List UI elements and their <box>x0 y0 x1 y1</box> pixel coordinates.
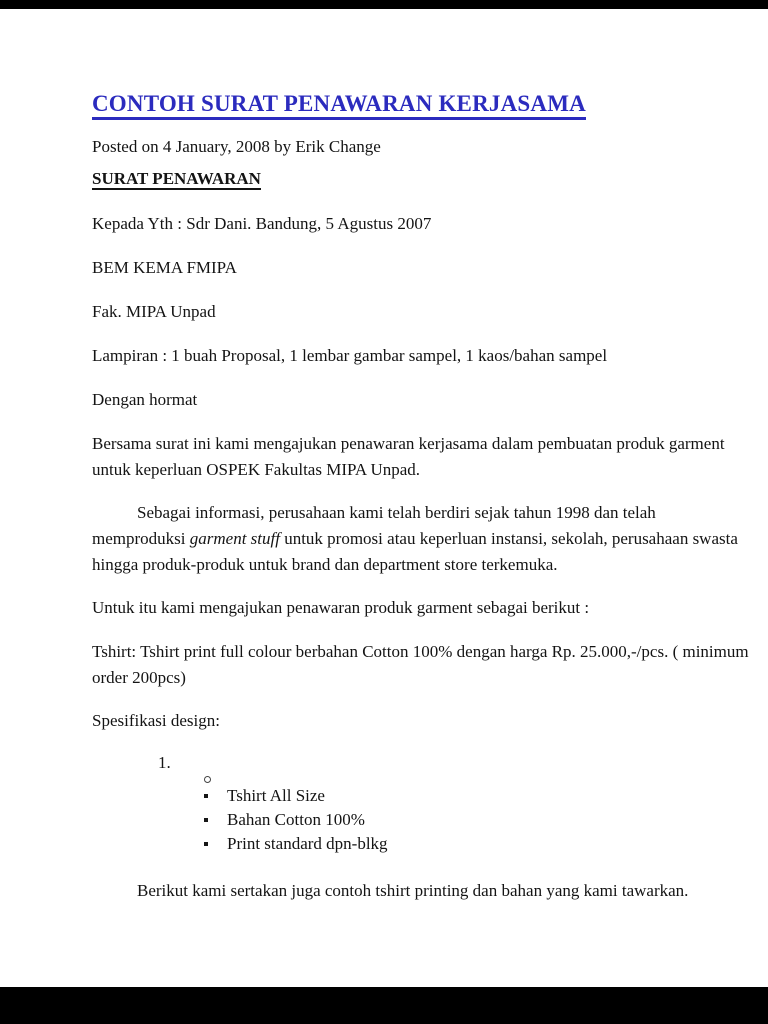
text-line: hingga produk-produk untuk brand dan department store terkemuka. <box>92 555 558 574</box>
text-segment: memproduksi <box>92 529 190 548</box>
list-item-label: Bahan Cotton 100% <box>227 810 365 829</box>
square-bullet-icon <box>204 842 208 846</box>
text-line <box>92 526 738 552</box>
salutation-line: Dengan hormat <box>92 390 198 409</box>
recipient-line: Kepada Yth : Sdr Dani. Bandung, 5 Agustus 2007 <box>92 214 432 233</box>
list-item-label: Print standard dpn-blkg <box>227 834 388 853</box>
org-line: BEM KEMA FMIPA <box>92 258 237 277</box>
list-item <box>204 808 682 832</box>
text-line: Bersama surat ini kami mengajukan penawaran kerjasama dalam pembuatan produk garment <box>92 434 725 453</box>
faculty-line: Fak. MIPA Unpad <box>92 302 216 321</box>
list-item <box>204 784 682 808</box>
list-item <box>204 832 682 856</box>
text-line: untuk keperluan OSPEK Fakultas MIPA Unpad. <box>92 460 421 479</box>
paragraph-intro <box>92 431 725 483</box>
paragraph-company-profile <box>92 500 738 578</box>
paragraph-offer <box>92 639 749 691</box>
page-title-link[interactable]: CONTOH SURAT PENAWARAN KERJASAMA <box>92 91 586 120</box>
post-meta: Posted on 4 January, 2008 by Erik Change <box>92 137 381 156</box>
text-line: Sebagai informasi, perusahaan kami telah berdiri sejak tahun 1998 dan telah <box>137 503 656 522</box>
text-line: Tshirt: Tshirt print full colour berbahan Cotton 100% dengan harga Rp. 25.000,-/pcs. ( minimum <box>92 642 749 661</box>
list-item-label: Tshirt All Size <box>227 786 325 805</box>
letter-subject-heading <box>92 166 682 192</box>
text-segment: untuk promosi atau keperluan instansi, sekolah, perusahaan swasta <box>279 529 738 548</box>
italic-garment-stuff: garment stuff <box>189 529 280 548</box>
letter-subject-text: SURAT PENAWARAN <box>92 169 261 188</box>
circle-bullet-icon <box>204 776 211 783</box>
spec-label: Spesifikasi design: <box>92 711 220 730</box>
square-bullet-icon <box>204 818 208 822</box>
square-bullet-icon <box>204 794 208 798</box>
list-number: 1. <box>158 753 171 772</box>
text-line: order 200pcs) <box>92 668 186 687</box>
attachment-line: Lampiran : 1 buah Proposal, 1 lembar gambar sampel, 1 kaos/bahan sampel <box>92 346 608 365</box>
closing-line: Berikut kami sertakan juga contoh tshirt printing dan bahan yang kami tawarkan. <box>137 881 689 900</box>
page-title <box>92 90 682 118</box>
offer-intro-line: Untuk itu kami mengajukan penawaran produk garment sebagai berikut : <box>92 598 590 617</box>
spec-list <box>92 752 682 856</box>
letterbox-bottom-bar <box>0 987 768 1024</box>
